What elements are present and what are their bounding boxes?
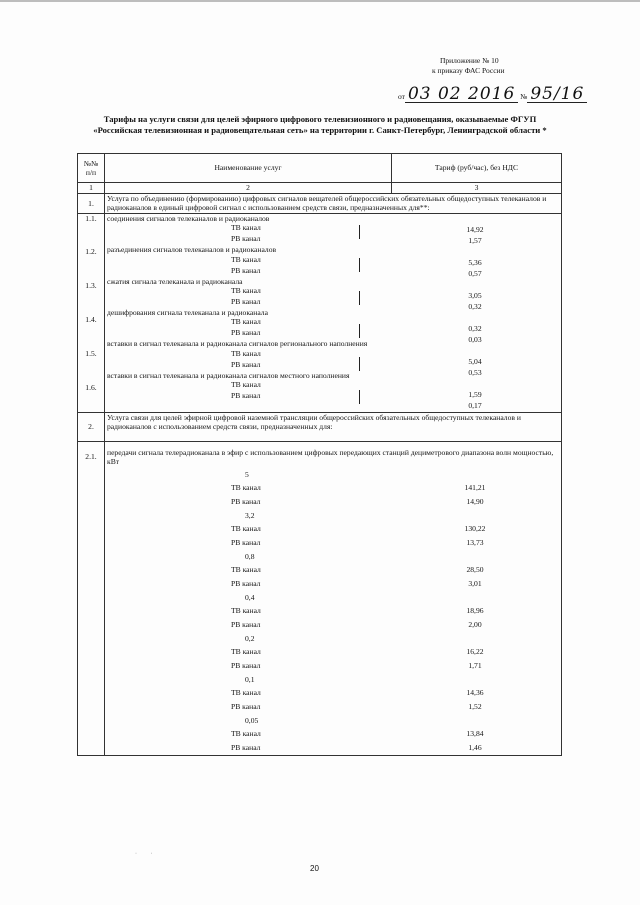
rv-value: 0,57 [468,268,482,278]
tv-value: 3,05 [468,290,482,300]
from-label: от [398,92,405,101]
tv-value: 16,22 [466,646,484,656]
power-value: 0,05 [245,715,259,725]
rv-value: 0,17 [468,400,482,410]
item-name: вставки в сигнал телеканала и радиоканала сигналов регионального наполнения [107,339,368,349]
tv-value: 14,36 [466,687,484,697]
rv-value: 1,71 [468,660,482,670]
item-name: разъединения сигналов телеканалов и радиоканалов [107,245,277,255]
tv-label: ТВ канал [231,223,261,233]
tv-value: 5,36 [468,257,482,267]
rv-label: РВ канал [231,391,261,401]
power-list [107,470,391,755]
section-1-row [78,194,562,214]
section-1-items-body [105,213,562,412]
rv-value: 13,73 [466,537,484,547]
tv-value: 0,32 [468,323,482,333]
section-2-1-text: передачи сигнала телерадиоканала в эфир с использованием цифровых передающих станций дециметрового диапазона волн мощностью, кВт [107,447,554,467]
section-1-num: 1. [78,194,105,214]
rv-value: 1,57 [468,235,482,245]
rv-value: 0,03 [468,334,482,344]
page-number: 20 [310,864,319,873]
rv-label: РВ канал [231,265,261,275]
list-item: 1.2. [85,246,97,256]
rv-label: РВ канал [231,359,261,369]
vertical-rule [359,357,360,371]
appendix-label: Приложение № 10 [440,56,499,65]
tv-label: ТВ канал [231,254,261,264]
list-item: 1.3. [85,280,97,290]
rv-value: 0,32 [468,301,482,311]
section-1-text: Услуга по объединению (формированию) цифровых сигналов вещателей общероссийских обязательных общедоступных телеканалов и радиоканалов в единый цифровой сигнал с использованием средств связи, предназначенных для**: [105,194,562,214]
rv-label: РВ канал [231,234,261,244]
list-item: 1.6. [85,382,97,392]
rv-label: РВ канал [231,742,261,752]
section-2-num: 2. [78,412,105,441]
scan-marks: · · [135,851,159,857]
section-2-text: Услуга связи для целей эфирной цифровой наземной трансляции общероссийских обязательных общедоступных телеканалов и радиоканалов с использованием средств связи, предназначенных для: [105,412,562,441]
vertical-rule [359,291,360,305]
power-values-col [391,470,559,755]
tv-label: ТВ канал [231,728,261,738]
rv-value: 3,01 [468,578,482,588]
section-1-num-col [78,213,105,412]
rv-value: 2,00 [468,619,482,629]
header-num: №№ п/п [78,154,105,183]
number-label: № [520,92,528,101]
tv-value: 1,59 [468,389,482,399]
tv-value: 13,84 [466,728,484,738]
rv-value: 1,52 [468,701,482,711]
rv-label: РВ канал [231,619,261,629]
handwritten-number: 95/16 [527,86,587,103]
order-label: к приказу ФАС России [432,66,505,75]
appendix-header [432,56,505,76]
rv-value: 1,46 [468,742,482,752]
header-name: Наименование услуг [105,154,392,183]
handwritten-date: 03 02 2016 [405,86,518,103]
section-2-row [78,412,562,441]
colnum-2: 2 [105,183,392,194]
rv-label: РВ канал [231,297,261,307]
table-header-row [78,154,562,183]
power-value: 0,4 [245,592,255,602]
tv-value: 141,21 [464,482,486,492]
tv-value: 28,50 [466,564,484,574]
tv-label: ТВ канал [231,564,261,574]
item-name: вставки в сигнал телеканала и радиоканала сигналов местного наполнения [107,370,350,380]
rv-label: РВ канал [231,701,261,711]
rv-label: РВ канал [231,537,261,547]
column-number-row [78,183,562,194]
section-2-1-body [105,441,562,755]
vertical-rule [359,258,360,272]
tv-label: ТВ канал [231,286,261,296]
rv-label: РВ канал [231,328,261,338]
section-1-items [78,213,562,412]
colnum-1: 1 [78,183,105,194]
vertical-rule [359,390,360,404]
list-item: 1.4. [85,314,97,324]
tv-value: 130,22 [464,523,486,533]
item-name: сжатия сигнала телеканала и радиоканала [107,276,243,286]
scan-edge-line [0,0,640,2]
power-value: 3,2 [245,510,255,520]
order-date-number [398,86,587,103]
document-title: Тарифы на услуги связи для целей эфирного цифрового телевизионного и радиовещания, оказываемые ФГУП «Российская телевизионная и радиовещательная сеть» на территории г. Санкт-Петербург, Ленинградской области * [93,114,547,135]
tv-label: ТВ канал [231,317,261,327]
colnum-3: 3 [392,183,562,194]
tv-value: 14,92 [466,224,484,234]
list-item: 1.5. [85,348,97,358]
tv-value: 18,96 [466,605,484,615]
item-name: дешифрования сигнала телеканала и радиоканала [107,308,268,318]
rv-value: 14,90 [466,496,484,506]
vertical-rule [359,225,360,239]
tariff-table [77,153,562,756]
item-name: соединения сигналов телеканалов и радиоканалов [107,213,270,223]
header-tariff: Тариф (руб/час), без НДС [392,154,562,183]
power-value: 0,2 [245,633,255,643]
tv-value: 5,04 [468,356,482,366]
tv-label: ТВ канал [231,646,261,656]
section-2-1-num: 2.1. [78,441,105,755]
rv-value: 0,53 [468,367,482,377]
tv-label: ТВ канал [231,380,261,390]
rv-label: РВ канал [231,578,261,588]
vertical-rule [359,324,360,338]
rv-label: РВ канал [231,660,261,670]
power-value: 5 [245,469,249,479]
power-value: 0,1 [245,674,255,684]
tv-label: ТВ канал [231,687,261,697]
section-2-1-row [78,441,562,755]
tv-label: ТВ канал [231,348,261,358]
rv-label: РВ канал [231,496,261,506]
list-item: 1.1. [85,213,97,223]
tv-label: ТВ канал [231,482,261,492]
tv-label: ТВ канал [231,523,261,533]
power-value: 0,8 [245,551,255,561]
tv-label: ТВ канал [231,605,261,615]
